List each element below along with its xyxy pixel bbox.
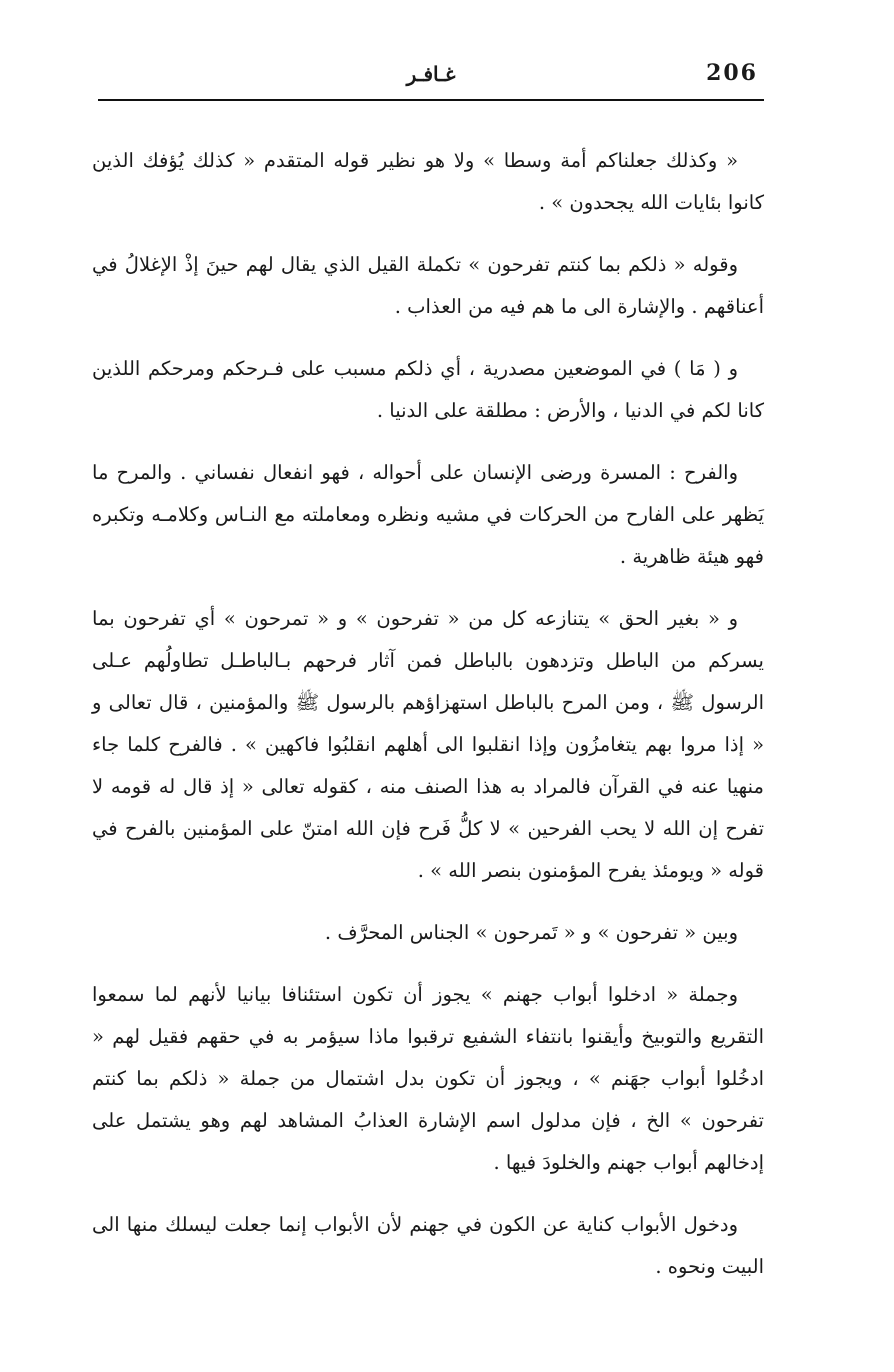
page-header (98, 58, 764, 98)
paragraph-8: ودخول الأبواب كناية عن الكون في جهنم لأن الأبواب إنما جعلت ليسلك منها الى البيت ونحوه . (92, 1213, 764, 1278)
paragraph-2: وقوله « ذلكم بما كنتم تفرحون » تكملة القيل الذي يقال لهم حينَ إذْ الإغلالُ في أعناقهم . والإشارة الى ما هم فيه من العذاب . (92, 253, 764, 318)
paragraph-5: و « بغير الحق » يتنازعه كل من « تفرحون » و « تمرحون » أي تفرحون بما يسركم من الباطل وتزدهون بالباطل فمن آثار فرحهم بـالباطـل تطاولُهم عـلى الرسول ﷺ ، ومن المرح بالباطل استهزاؤهم بالرسول ﷺ والمؤمنين ، قال تعالى و « إذا مروا بهم يتغامزُون وإذا انقلبوا الى أهلهم انقلبُوا فاكهين » . فالفرح كلما جاء منهيا عنه في القرآن فالمراد به هذا الصنف منه ، كقوله تعالى « إذ قال له قومه لا تفرح إن الله لا يحب الفرحين » لا كلُّ فَرح فإن الله امتنّ على المؤمنين بالفرح في قوله « ويومئذ يفرح المؤمنون بنصر الله » . (92, 607, 764, 882)
paragraph-4: والفرح : المسرة ورضى الإنسان على أحواله ، فهو انفعال نفساني . والمرح ما يَظهر على الفارح من الحركات في مشيه ونظره ومعاملته مع النـاس وكلامـه وتكبره فهو هيئة ظاهرية . (92, 461, 764, 568)
header-rule (98, 99, 764, 101)
running-title: غـافـر (406, 62, 456, 86)
paragraph-1: « وكذلك جعلناكم أمة وسطا » ولا هو نظير قوله المتقدم « كذلك يُؤفك الذين كانوا بئايات الله يجحدون » . (92, 149, 764, 214)
paragraph-6: وبين « تفرحون » و « تَمرحون » الجناس المحرَّف . (324, 921, 738, 944)
paragraph-3: و ( مَا ) في الموضعين مصدرية ، أي ذلكم مسبب على فـرحكم ومرحكم اللذين كانا لكم في الدنيا ، والأرض : مطلقة على الدنيا . (92, 357, 764, 422)
paragraph-7: وجملة « ادخلوا أبواب جهنم » يجوز أن تكون استئنافا بيانيا لأنهم لما سمعوا التقريع والتوبيخ وأيقنوا بانتفاء الشفيع ترقبوا ماذا سيؤمر به في حقهم فقيل لهم « ادخُلوا أبواب جهَنم » ، ويجوز أن تكون بدل اشتمال من جملة « ذلكم بما كنتم تفرحون » الخ ، فإن مدلول اسم الإشارة العذابُ المشاهد لهم وهو يشتمل على إدخالهم أبواب جهنم والخلودَ فيها . (92, 983, 764, 1174)
body-text (92, 140, 764, 1308)
page-number: 206 (706, 60, 758, 86)
